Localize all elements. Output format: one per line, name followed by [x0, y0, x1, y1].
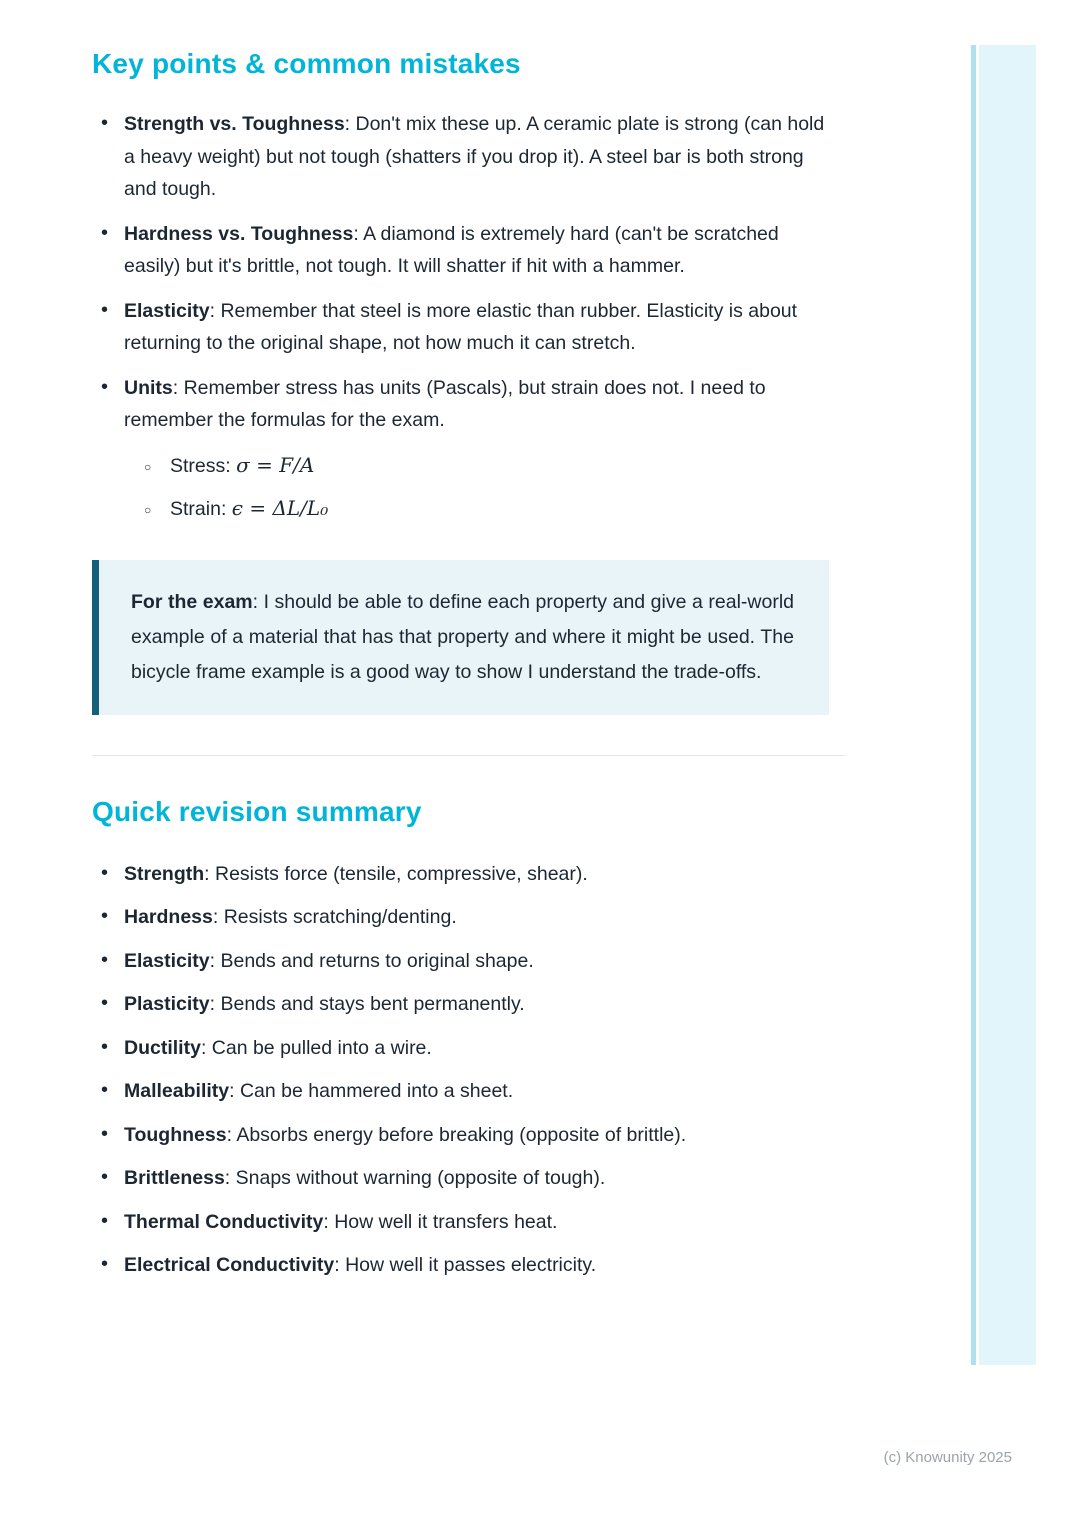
- formula-label: Stress:: [170, 454, 237, 477]
- term-label: Ductility: [124, 1036, 201, 1059]
- summary-section: [92, 796, 848, 1282]
- term-label: Plasticity: [124, 993, 210, 1015]
- exam-callout: [92, 560, 829, 715]
- list-item: [92, 218, 828, 283]
- list-item: [92, 1032, 828, 1065]
- item-text: : Don't mix these up. A ceramic plate is strong (can hold a heavy weight) but not tough (shatters if you drop it). A steel bar is both strong and tough.: [124, 113, 825, 200]
- item-text: : How well it passes electricity.: [334, 1254, 597, 1276]
- list-item: [92, 108, 828, 206]
- item-text: : Can be pulled into a wire.: [200, 1036, 432, 1059]
- page-content: [92, 48, 848, 1293]
- section-title-summary: Quick revision summary: [92, 795, 422, 827]
- list-item: [92, 858, 828, 891]
- term-label: Strength: [124, 862, 205, 885]
- footer-copyright: (c) Knowunity 2025: [883, 1449, 1012, 1466]
- callout-text: [131, 585, 794, 690]
- term-label: Elasticity: [124, 299, 210, 322]
- item-text: : Resists force (tensile, compressive, shear).: [204, 862, 588, 885]
- item-text: : I should be able to define each property and give a real-world example of a material that has that property and where it might be used. The bicycle frame example is a good way to show I understand the trade-offs.: [131, 590, 794, 683]
- item-text: : Absorbs energy before breaking (opposite of brittle).: [226, 1123, 687, 1146]
- term-label: Strength vs. Toughness: [124, 113, 345, 135]
- stress-formula: σ = F/A: [236, 452, 315, 477]
- list-item: [92, 295, 828, 360]
- term-label: Hardness vs. Toughness: [124, 222, 354, 245]
- list-item: [92, 1206, 828, 1239]
- formula-item: [138, 492, 828, 526]
- item-text: : Remember stress has units (Pascals), but strain does not. I need to remember the formulas for the exam.: [124, 376, 766, 431]
- item-text: : Can be hammered into a sheet.: [229, 1080, 514, 1102]
- item-text: : Remember that steel is more elastic than rubber. Elasticity is about returning to the original shape, not how much it can stretch.: [124, 299, 798, 354]
- term-label: Electrical Conductivity: [124, 1254, 335, 1276]
- strain-formula: ϵ = ΔL/L₀: [231, 495, 329, 520]
- list-item: [92, 1162, 828, 1195]
- list-item: [92, 372, 828, 526]
- summary-list: [92, 858, 848, 1282]
- formula-item: [138, 449, 828, 483]
- term-label: Hardness: [124, 906, 213, 928]
- item-text: : Resists scratching/denting.: [212, 906, 457, 928]
- term-label: Brittleness: [124, 1167, 225, 1189]
- formula-label: Strain:: [170, 497, 232, 520]
- item-text: : Bends and stays bent permanently.: [209, 993, 525, 1015]
- list-item: [92, 1119, 828, 1152]
- term-label: Thermal Conductivity: [124, 1210, 324, 1233]
- section-divider: [92, 755, 845, 756]
- term-label: Toughness: [124, 1123, 227, 1146]
- term-label: Malleability: [124, 1080, 230, 1102]
- key-points-list: [92, 108, 848, 526]
- formulas-sublist: [138, 449, 828, 526]
- list-item: [92, 901, 828, 934]
- page-edge-strip: [979, 45, 1036, 1365]
- item-text: : Bends and returns to original shape.: [209, 949, 534, 972]
- item-text: : How well it transfers heat.: [323, 1210, 558, 1233]
- term-label: For the exam: [131, 590, 253, 613]
- list-item: [92, 1249, 828, 1282]
- page-edge-line: [971, 45, 976, 1365]
- item-text: : A diamond is extremely hard (can't be scratched easily) but it's brittle, not tough. It will shatter if hit with a hammer.: [124, 222, 779, 277]
- list-item: [92, 945, 828, 978]
- list-item: [92, 988, 828, 1021]
- term-label: Elasticity: [124, 949, 210, 972]
- list-item: [92, 1075, 828, 1108]
- item-text: : Snaps without warning (opposite of tough).: [224, 1167, 606, 1189]
- term-label: Units: [124, 376, 173, 399]
- section-title-key-points: Key points & common mistakes: [92, 48, 521, 79]
